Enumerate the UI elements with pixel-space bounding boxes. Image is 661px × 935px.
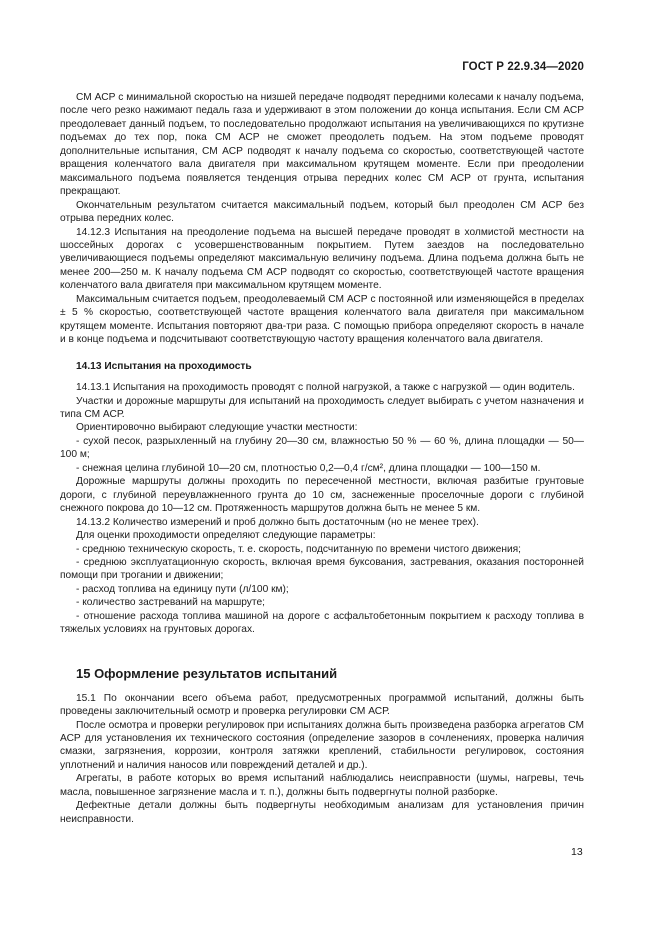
list-item: - среднюю техническую скорость, т. е. скорость, подсчитанную по времени чистого движения; xyxy=(76,543,521,555)
paragraph: Ориентировочно выбирают следующие участки местности: xyxy=(76,422,358,434)
list-item: - сухой песок, разрыхленный на глубину 20—30 см, влажностью 50 % — 60 %, длина площадки — 50—100 м; xyxy=(60,435,584,461)
page-number: 13 xyxy=(571,846,583,858)
list-item: - снежная целина глубиной 10—20 см, плотностью 0,2—0,4 г/см², длина площадки — 100—150 м. xyxy=(76,462,541,474)
paragraph: 15.1 По окончании всего объема работ, предусмотренных программой испытаний, должны быть проведены заключительный осмотр и проверка регулировки СМ АСР. xyxy=(60,692,584,718)
paragraph: Дорожные маршруты должны проходить по пересеченной местности, включая разбитые грунтовые дороги, с глубиной переувлажненного грунта до 10 см, заснеженные проселочные дороги с глубиной снежного покрова до 10—12 см. Протяженность маршрутов должна быть не менее 5 км. xyxy=(60,476,584,515)
document-body xyxy=(60,91,584,826)
paragraph: СМ АСР с минимальной скоростью на низшей передаче подводят передними колесами к началу подъема, после чего резко нажимают педаль газа и удерживают в этом положении до конца испытания. Если СМ АСР преодолевает данный подъем, то последовательно продолжают испытания на увеличивающихся по крутизне подъемах до тех пор, пока СМ АСР не сможет преодолеть подъем. На этом подъеме проводят дополнительные испытания, СМ АСР подводят к началу подъема со скоростью, соответствующей частоте вращения коленчатого вала двигателя при максимальном крутящем моменте. Если при преодолении максимального подъема появляется тенденция отрыва передних колес СМ АСР от грунта, испытания прекращают. xyxy=(60,92,584,198)
paragraph: Дефектные детали должны быть подвергнуты необходимым анализам для установления причин неисправности. xyxy=(60,800,584,825)
list-item: - расход топлива на единицу пути (л/100 км); xyxy=(76,583,289,595)
list-item: - отношение расхода топлива машиной на дороге с асфальтобетонным покрытием к расходу топлива в тяжелых условиях на грунтовых дорогах. xyxy=(60,610,584,636)
subsection-heading: 14.13 Испытания на проходимость xyxy=(76,360,252,372)
section-heading: 15 Оформление результатов испытаний xyxy=(76,665,338,681)
paragraph: Для оценки проходимости определяют следующие параметры: xyxy=(76,530,376,542)
paragraph: 14.12.3 Испытания на преодоление подъема на высшей передаче проводят в холмистой местности на шоссейных дорогах с усовершенствованным покрытием. Путем заездов на последовательно увеличивающиеся подъемы определяют максимальную величину подъема. Длина подъема должна быть не менее 200—250 м. К началу подъема СМ АСР подводят со скоростью, соответствующей частоте вращения коленчатого вала двигателя при максимальном крутящем моменте. xyxy=(60,226,584,292)
paragraph: После осмотра и проверки регулировок при испытаниях должна быть произведена разборка агрегатов СМ АСР для установления их технического состояния (определение зазоров в сочленениях, проверка наличия смазки, загрязнения, коррозии, контроля затяжки креплений, стабильности регулировок, состояния уплотнений и наличия наносов или повреждений деталей и др.). xyxy=(60,719,584,771)
paragraph: 14.13.2 Количество измерений и проб должно быть достаточным (но не менее трех). xyxy=(76,516,479,528)
paragraph: 14.13.1 Испытания на проходимость проводят с полной нагрузкой, а также с нагрузкой — один водитель. xyxy=(76,382,575,394)
list-item: - среднюю эксплуатационную скорость, включая время буксования, застревания, оказания посторонней помощи при трогании и движении; xyxy=(60,556,584,582)
paragraph: Агрегаты, в работе которых во время испытаний наблюдались неисправности (шумы, нагревы, течь масла, повышенное загрязнение масла и т. п.), должны быть подвергнуты полной разборке. xyxy=(60,773,584,798)
paragraph: Участки и дорожные маршруты для испытаний на проходимость следует выбирать с учетом назначения и типа СМ АСР. xyxy=(60,395,584,420)
paragraph: Максимальным считается подъем, преодолеваемый СМ АСР с постоянной или изменяющейся в пределах ± 5 % скоростью, соответствующей частоте вращения коленчатого вала двигателя при максимальном крутящем моменте. Испытания повторяют два-три раза. С помощью прибора определяют скорость в начале и в конце подъема и подсчитывают соответствующую частоту вращения коленчатого вала двигателя. xyxy=(60,293,584,346)
document-header: ГОСТ Р 22.9.34—2020 xyxy=(462,61,584,73)
paragraph: Окончательным результатом считается максимальный подъем, который был преодолен СМ АСР без отрыва передних колес. xyxy=(60,199,584,225)
list-item: - количество застреваний на маршруте; xyxy=(76,597,265,609)
